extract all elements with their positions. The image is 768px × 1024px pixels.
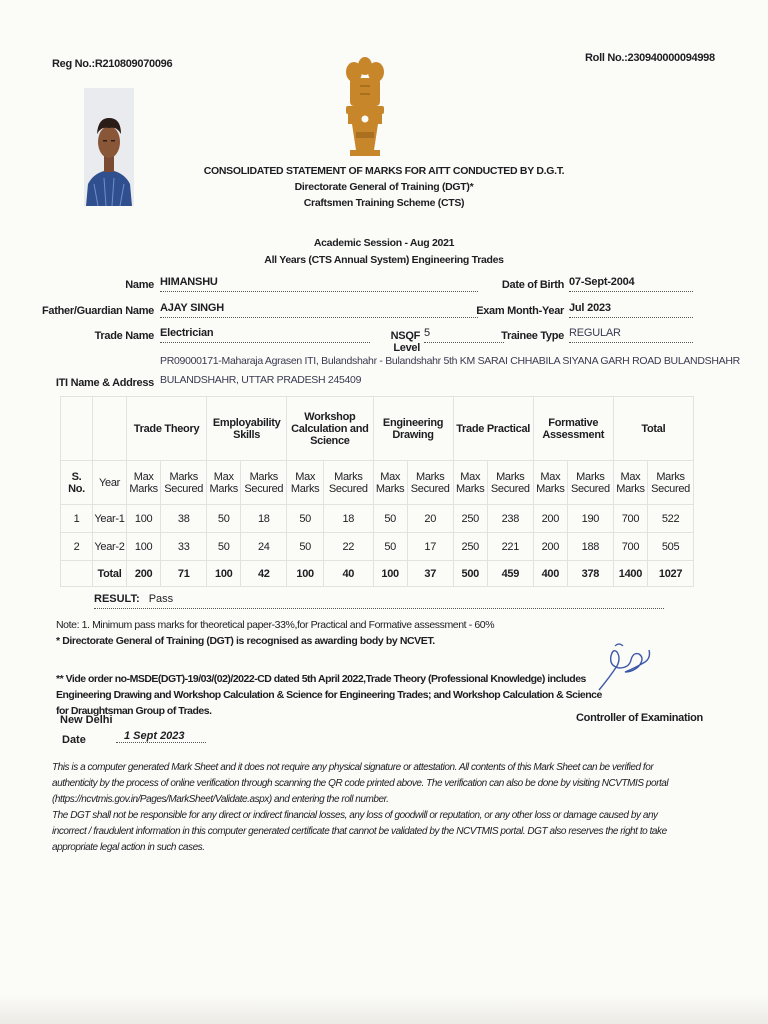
annual-system: All Years (CTS Annual System) Engineering Trades [264, 254, 504, 266]
cell: 37 [407, 561, 453, 587]
cell: 505 [648, 533, 694, 561]
father-label: Father/Guardian Name [42, 305, 154, 317]
issue-date: 1 Sept 2023 [116, 730, 206, 743]
group-engineering-drawing: Engineering Drawing [373, 397, 453, 461]
cell: 700 [613, 505, 647, 533]
result-label: RESULT: [94, 593, 140, 605]
row-sno: 1 [61, 505, 93, 533]
cell: 50 [373, 505, 407, 533]
table-row [61, 505, 694, 533]
row-sno: 2 [61, 533, 93, 561]
total-label: Total [93, 561, 127, 587]
controller-of-examination: Controller of Examination [576, 712, 703, 724]
cell: 24 [241, 533, 287, 561]
cell: 42 [241, 561, 287, 587]
cell: 700 [613, 533, 647, 561]
academic-session: Academic Session - Aug 2021 [313, 237, 455, 249]
cell: 250 [453, 533, 487, 561]
disclaimer-liability: The DGT shall not be responsible for any direct or indirect financial losses, any loss of goodwill or reputation, or any other loss or damage caused by any incorrect / fraudulent information in this computer generated certificate that cannot be validated by the NCVTMIS portal. DGT also reserves the right to take appropriate legal action in such cases. [52, 810, 667, 853]
cell: 18 [324, 505, 373, 533]
group-workshop-calculation: Workshop Calculation and Science [287, 397, 373, 461]
result [94, 593, 173, 605]
name-value: HIMANSHU [160, 276, 478, 292]
disclaimer-verification: This is a computer generated Mark Sheet and it does not require any physical signature or attestation. All contents of this Mark Sheet can be verified for authenticity by the process of online verification through scanning the QR code printed above. The verification can also be done by visiting NCVTMIS portal (https://ncvtmis.gov.in/Pages/MarkSheet/Validate.aspx) and entering the roll number. [52, 762, 669, 805]
cell: 459 [487, 561, 533, 587]
cell: 400 [533, 561, 567, 587]
cell: 522 [648, 505, 694, 533]
nsqf-label: NSQF Level [390, 330, 420, 354]
cell: 200 [127, 561, 161, 587]
national-emblem [342, 52, 388, 158]
table-total-row [61, 561, 694, 587]
max-header: Max Marks [533, 461, 567, 505]
secured-header: Marks Secured [407, 461, 453, 505]
cell: 50 [287, 505, 324, 533]
cell: 100 [373, 561, 407, 587]
cell: 500 [453, 561, 487, 587]
cell: 200 [533, 533, 567, 561]
trade-value: Electrician [160, 327, 370, 343]
roll-no: Roll No.:230940000094998 [585, 52, 715, 64]
cell: 221 [487, 533, 533, 561]
cell: 50 [207, 505, 241, 533]
iti-label: ITI Name & Address [55, 377, 154, 389]
row-year: Year-1 [93, 505, 127, 533]
result-divider [94, 608, 664, 609]
document-title: CONSOLIDATED STATEMENT OF MARKS FOR AITT CONDUCTED BY D.G.T. [203, 165, 565, 177]
father-value: AJAY SINGH [160, 302, 478, 318]
max-header: Max Marks [453, 461, 487, 505]
signature [595, 638, 655, 698]
exam-value: Jul 2023 [569, 302, 693, 318]
trainee-label: Trainee Type [501, 330, 564, 342]
cell: 71 [161, 561, 207, 587]
cell: 17 [407, 533, 453, 561]
exam-label: Exam Month-Year [476, 305, 564, 317]
cell: 1400 [613, 561, 647, 587]
cell: 18 [241, 505, 287, 533]
document-subtitle-cts: Craftsmen Training Scheme (CTS) [303, 197, 465, 209]
marks-table [60, 396, 694, 587]
cell: 100 [127, 533, 161, 561]
cell: 250 [453, 505, 487, 533]
max-header: Max Marks [287, 461, 324, 505]
result-value: Pass [148, 593, 174, 605]
nsqf-value: 5 [424, 327, 504, 343]
cell: 40 [324, 561, 373, 587]
max-header: Max Marks [207, 461, 241, 505]
date-label: Date [62, 734, 86, 746]
secured-header: Marks Secured [487, 461, 533, 505]
table-group-header [61, 397, 694, 461]
page-edge [0, 994, 768, 1024]
reg-no: Reg No.:R210809070096 [52, 58, 173, 70]
dob-value: 07-Sept-2004 [569, 276, 693, 292]
cell: 1027 [648, 561, 694, 587]
trade-label: Trade Name [94, 330, 154, 342]
iti-address-line1: PR09000171-Maharaja Agrasen ITI, Bulandshahr - Bulandshahr 5th KM SARAI CHHABILA SIYANA GARH ROAD BULANDSHAHR [160, 355, 740, 367]
issue-place: New Delhi [60, 714, 113, 726]
trainee-value: REGULAR [569, 327, 693, 343]
cell: 190 [567, 505, 613, 533]
sno-header: S. No. [61, 461, 93, 505]
year-header: Year [93, 461, 127, 505]
cell: 33 [161, 533, 207, 561]
cell: 50 [287, 533, 324, 561]
table-row [61, 533, 694, 561]
note-vide-order: ** Vide order no-MSDE(DGT)-19/03/(02)/2022-CD dated 5th April 2022,Trade Theory (Professional Knowledge) includes Engineering Drawing and Workshop Calculation & Science for Engineering Trades; and Workshop Calculation & Science for Draughtsman Group of Trades. [56, 673, 602, 717]
group-trade-practical: Trade Practical [453, 397, 533, 461]
cell: 238 [487, 505, 533, 533]
cell: 100 [127, 505, 161, 533]
cell: 20 [407, 505, 453, 533]
name-label: Name [125, 279, 154, 291]
cell: 38 [161, 505, 207, 533]
note-dgt-awarding-body: * Directorate General of Training (DGT) is recognised as awarding body by NCVET. [56, 635, 435, 647]
secured-header: Marks Secured [161, 461, 207, 505]
cell: 188 [567, 533, 613, 561]
cell: 22 [324, 533, 373, 561]
cell: 378 [567, 561, 613, 587]
cell: 50 [207, 533, 241, 561]
secured-header: Marks Secured [324, 461, 373, 505]
secured-header: Marks Secured [567, 461, 613, 505]
group-total: Total [613, 397, 693, 461]
cell: 200 [533, 505, 567, 533]
secured-header: Marks Secured [241, 461, 287, 505]
cell: 100 [287, 561, 324, 587]
table-sub-header [61, 461, 694, 505]
cell: 100 [207, 561, 241, 587]
group-employability-skills: Employability Skills [207, 397, 287, 461]
group-formative-assessment: Formative Assessment [533, 397, 613, 461]
max-header: Max Marks [373, 461, 407, 505]
cell: 50 [373, 533, 407, 561]
group-trade-theory: Trade Theory [127, 397, 207, 461]
note-pass-marks: Note: 1. Minimum pass marks for theoretical paper-33%,for Practical and Formative assessment - 60% [56, 619, 495, 631]
secured-header: Marks Secured [648, 461, 694, 505]
iti-address-line2: BULANDSHAHR, UTTAR PRADESH 245409 [160, 374, 362, 386]
dob-label: Date of Birth [501, 279, 564, 291]
row-year: Year-2 [93, 533, 127, 561]
document-subtitle-dgt: Directorate General of Training (DGT)* [294, 181, 474, 193]
max-header: Max Marks [127, 461, 161, 505]
max-header: Max Marks [613, 461, 647, 505]
